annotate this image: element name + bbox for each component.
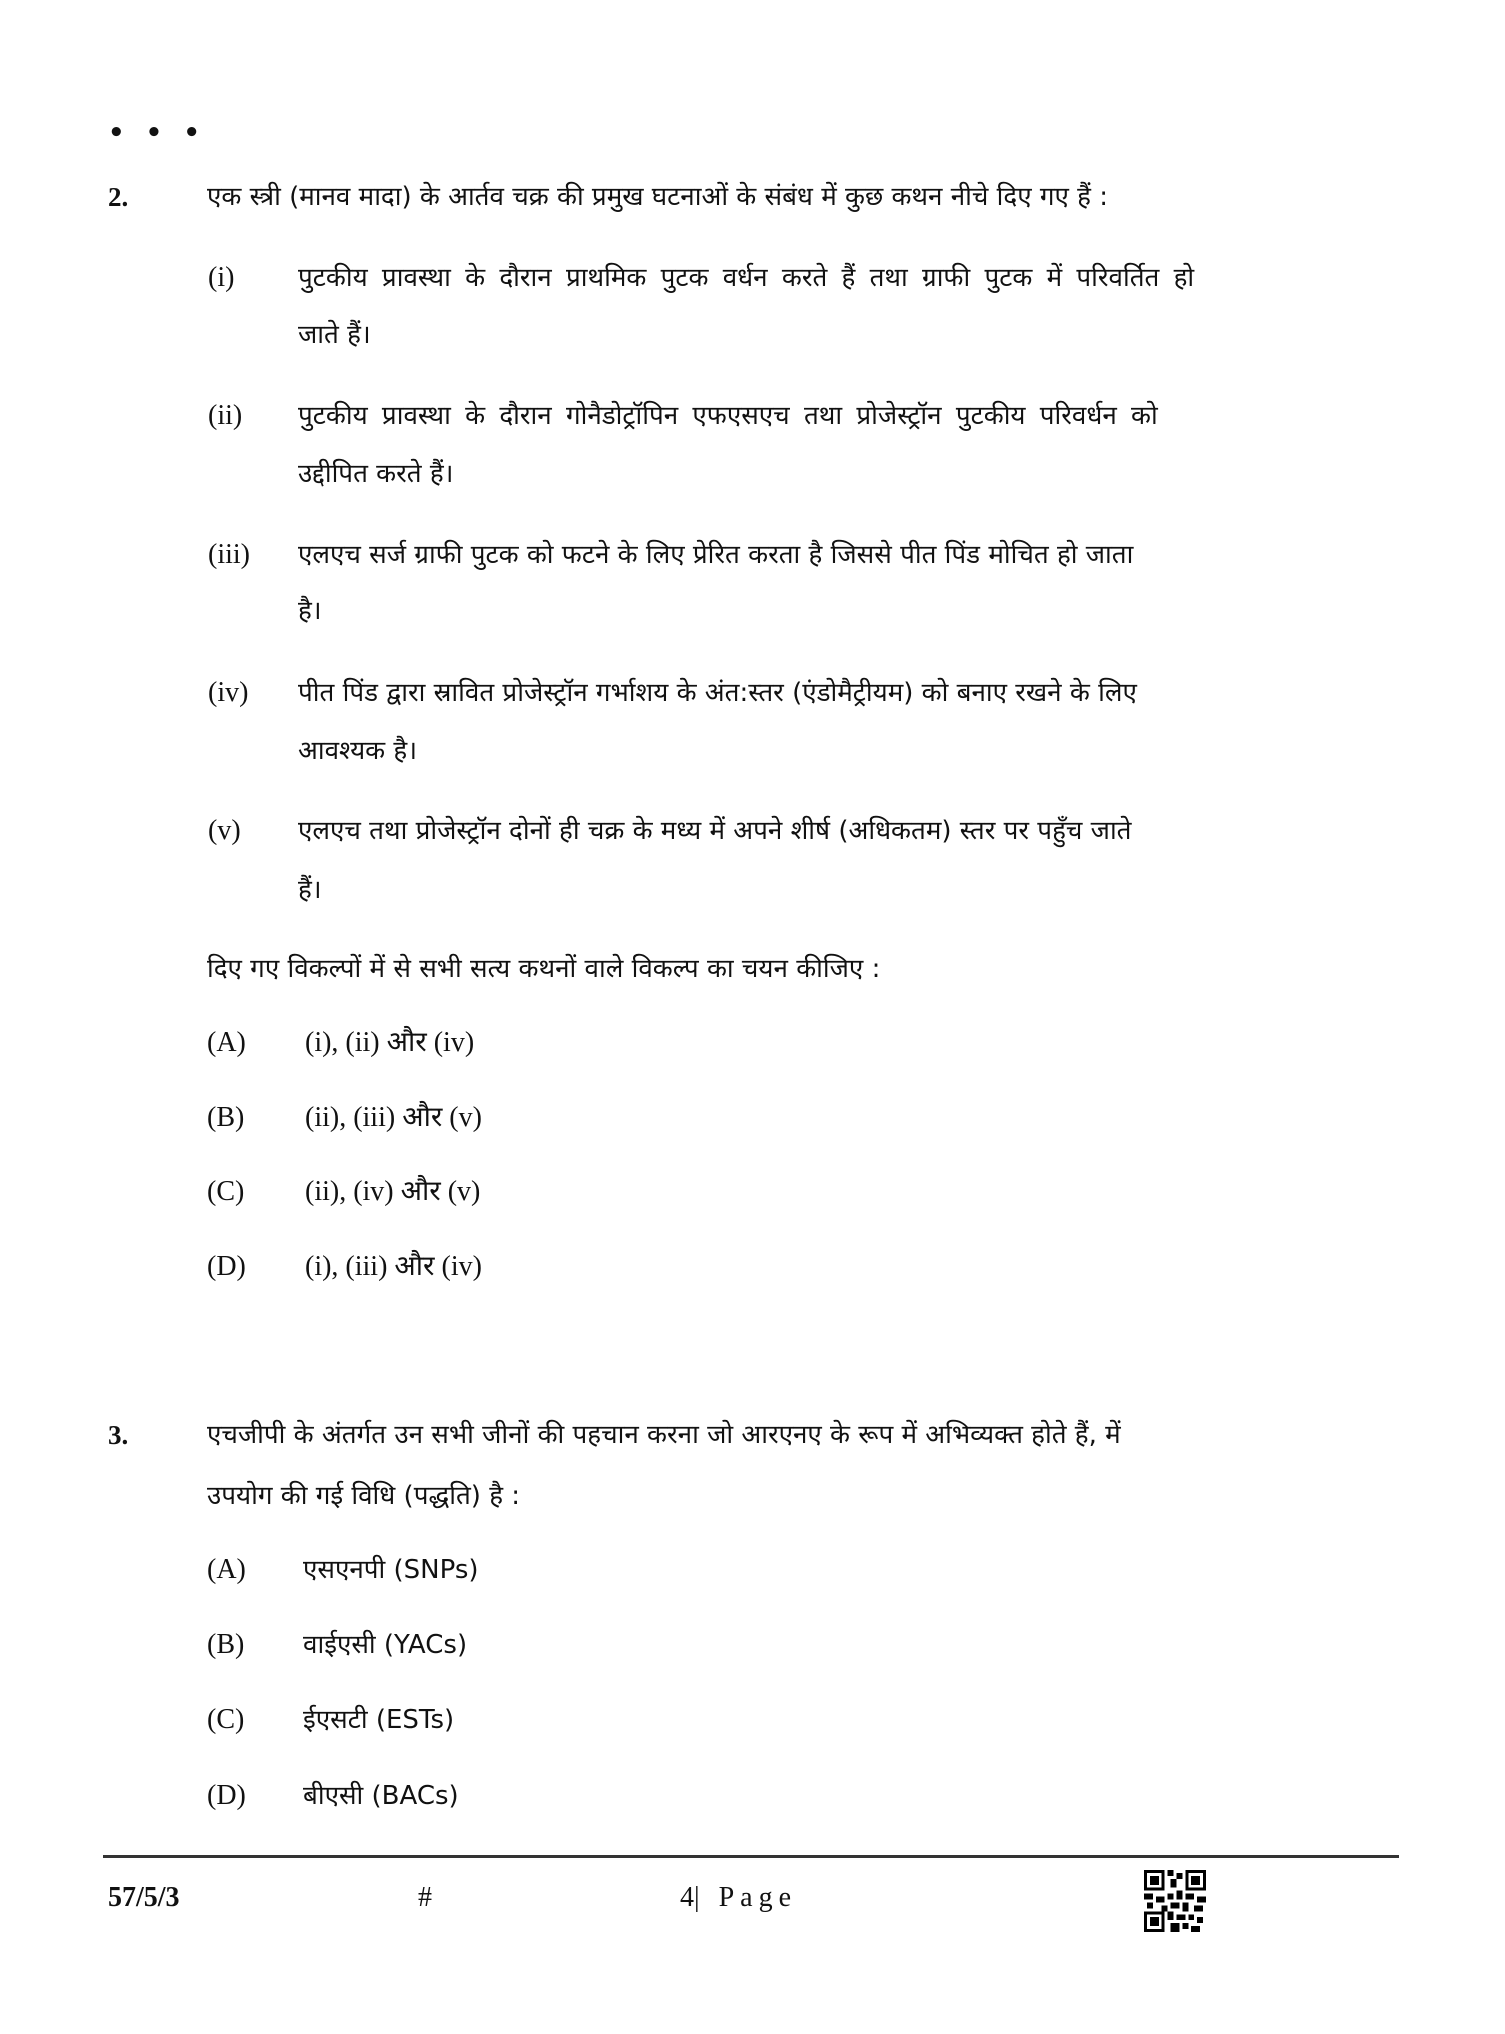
question-stem: एचजीपी के अंतर्गत उन सभी जीनों की पहचान करना जो आरएनए के रूप में अभिव्यक्त होते हैं, में [207, 1420, 1121, 1450]
continuation-ellipsis: • • • [108, 118, 206, 148]
question-stem: एक स्त्री (मानव मादा) के आर्तव चक्र की प्रमुख घटनाओं के संबंध में कुछ कथन नीचे दिए गए हैं : [207, 182, 1108, 212]
option-label: (A) [207, 1554, 246, 1585]
statement-text: पुटकीय प्रावस्था के दौरान गोनैडोट्रॉपिन एफएसएच तथा प्रोजेस्ट्रॉन पुटकीय परिवर्धन को [298, 401, 1158, 431]
statement-label: (iii) [208, 539, 250, 570]
option-text: (ii), (iv) और (v) [305, 1176, 481, 1207]
statement-label: (i) [208, 262, 235, 293]
statement-text: पुटकीय प्रावस्था के दौरान प्राथमिक पुटक वर्धन करते हैं तथा ग्राफी पुटक में परिवर्तित हो [298, 263, 1195, 293]
statement-label: (ii) [208, 400, 243, 431]
statement-text: एलएच तथा प्रोजेस्ट्रॉन दोनों ही चक्र के मध्य में अपने शीर्ष (अधिकतम) स्तर पर पहुँच जाते [298, 816, 1132, 846]
statement-text-cont: जाते हैं। [298, 320, 371, 350]
statement-text-cont: उद्दीपित करते हैं। [298, 459, 454, 489]
option-label: (C) [207, 1704, 245, 1735]
page-label: | Page [694, 1882, 798, 1913]
statement-label: (v) [208, 815, 241, 846]
option-label: (D) [207, 1251, 246, 1282]
option-text: (i), (ii) और (iv) [305, 1027, 475, 1058]
option-label: (C) [207, 1176, 245, 1207]
option-label: (B) [207, 1629, 245, 1660]
statement-text: एलएच सर्ज ग्राफी पुटक को फटने के लिए प्रेरित करता है जिससे पीत पिंड मोचित हो जाता [298, 540, 1134, 570]
option-text: एसएनपी (SNPs) [303, 1555, 479, 1585]
paper-code: 57/5/3 [108, 1882, 180, 1913]
question-number: 3. [108, 1420, 129, 1450]
statement-text: पीत पिंड द्वारा स्रावित प्रोजेस्ट्रॉन गर्भाशय के अंत:स्तर (एंडोमैट्रीयम) को बनाए रखने के लिए [298, 678, 1137, 708]
question-stem-cont: उपयोग की गई विधि (पद्धति) है : [207, 1481, 521, 1511]
hash-mark: # [418, 1882, 432, 1913]
option-text: वाईएसी (YACs) [303, 1630, 468, 1660]
instruction-text: दिए गए विकल्पों में से सभी सत्य कथनों वाले विकल्प का चयन कीजिए : [207, 954, 881, 984]
statement-text-cont: आवश्यक है। [298, 736, 418, 766]
option-text: ईएसटी (ESTs) [303, 1705, 455, 1735]
statement-label: (iv) [208, 677, 249, 708]
option-text: (i), (iii) और (iv) [305, 1251, 482, 1282]
option-text: (ii), (iii) और (v) [305, 1102, 482, 1133]
option-text: बीएसी (BACs) [303, 1781, 459, 1811]
page-number: 4 [680, 1882, 694, 1913]
option-label: (A) [207, 1027, 246, 1058]
question-number: 2. [108, 182, 129, 212]
option-label: (B) [207, 1102, 245, 1133]
statement-text-cont: है। [298, 596, 322, 626]
option-label: (D) [207, 1780, 246, 1811]
statement-text-cont: हैं। [298, 875, 322, 905]
footer-divider [103, 1855, 1399, 1858]
qr-code-icon [1143, 1870, 1207, 1932]
page-indicator [680, 1878, 797, 1918]
